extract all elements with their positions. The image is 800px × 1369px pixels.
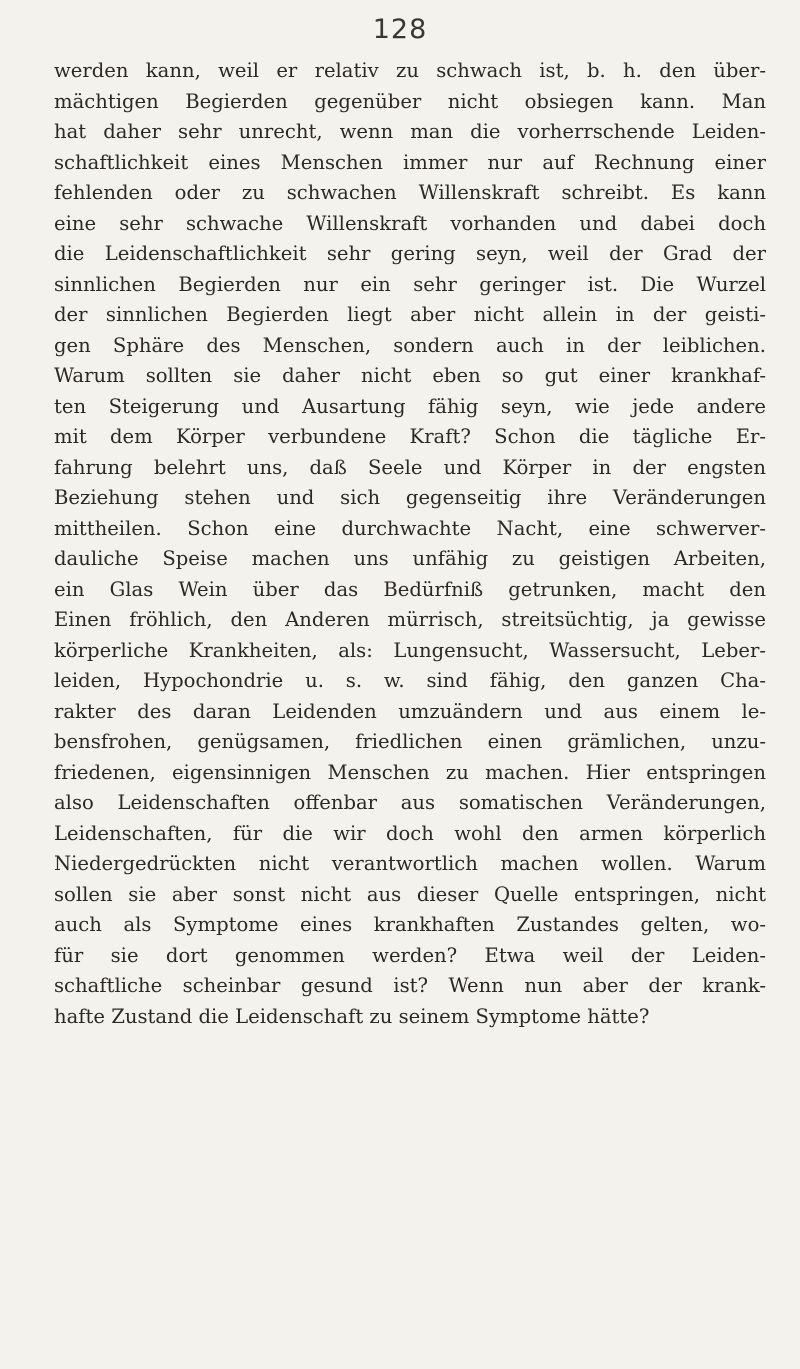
text-line-9: der sinnlichen Begierden liegt aber nicht allein in der geisti-: [54, 303, 766, 326]
text-line-3: hat daher sehr unrecht, wenn man die vorherrschende Leiden-: [54, 120, 766, 143]
text-line-7: die Leidenschaftlichkeit sehr gering seyn, weil der Grad der: [54, 242, 766, 265]
text-line-32: hafte Zustand die Leidenschaft zu seinem Symptome hätte?: [54, 1004, 650, 1028]
text-line-8: sinnlichen Begierden nur ein sehr geringer ist. Die Wurzel: [54, 272, 766, 296]
text-line-11: Warum sollten sie daher nicht eben so gut einer krankhaf-: [54, 364, 766, 387]
text-line-22: rakter des daran Leidenden umzuändern und aus einem le-: [54, 699, 766, 723]
text-line-10: gen Sphäre des Menschen, sondern auch in der leiblichen.: [54, 333, 766, 357]
text-line-5: fehlenden oder zu schwachen Willenskraft schreibt. Es kann: [54, 181, 766, 204]
text-line-2: mächtigen Begierden gegenüber nicht obsiegen kann. Man: [54, 89, 766, 113]
text-line-23: bensfrohen, genügsamen, friedlichen einen grämlichen, unzu-: [54, 730, 766, 753]
text-line-19: Einen fröhlich, den Anderen mürrisch, streitsüchtig, ja gewisse: [54, 608, 766, 631]
text-line-4: schaftlichkeit eines Menschen immer nur auf Rechnung einer: [54, 150, 766, 174]
text-line-20: körperliche Krankheiten, als: Lungensucht, Wassersucht, Leber-: [54, 638, 766, 662]
text-line-29: auch als Symptome eines krankhaften Zustandes gelten, wo-: [54, 913, 766, 936]
text-line-16: mittheilen. Schon eine durchwachte Nacht, eine schwerver-: [54, 516, 766, 540]
body-text: [54, 56, 766, 1032]
text-line-13: mit dem Körper verbundene Kraft? Schon die tägliche Er-: [54, 425, 766, 448]
text-line-27: Niedergedrückten nicht verantwortlich machen wollen. Warum: [54, 852, 766, 875]
text-line-17: dauliche Speise machen uns unfähig zu geistigen Arbeiten,: [54, 547, 766, 570]
text-line-31: schaftliche scheinbar gesund ist? Wenn nun aber der krank-: [54, 974, 766, 997]
page-number: 128: [372, 14, 428, 45]
text-line-15: Beziehung stehen und sich gegenseitig ihre Veränderungen: [54, 486, 766, 509]
text-line-30: für sie dort genommen werden? Etwa weil der Leiden-: [54, 943, 766, 967]
text-line-18: ein Glas Wein über das Bedürfniß getrunken, macht den: [54, 577, 766, 601]
text-line-25: also Leidenschaften offenbar aus somatischen Veränderungen,: [54, 791, 766, 814]
text-line-14: fahrung belehrt uns, daß Seele und Körper in der engsten: [54, 455, 766, 479]
text-line-12: ten Steigerung und Ausartung fähig seyn, wie jede andere: [54, 394, 766, 418]
text-line-26: Leidenschaften, für die wir doch wohl den armen körperlich: [54, 821, 766, 845]
text-line-1: werden kann, weil er relativ zu schwach ist, b. h. den über-: [54, 59, 766, 82]
text-line-28: sollen sie aber sonst nicht aus dieser Quelle entspringen, nicht: [54, 882, 766, 906]
text-line-24: friedenen, eigensinnigen Menschen zu machen. Hier entspringen: [54, 760, 766, 784]
text-line-6: eine sehr schwache Willenskraft vorhanden und dabei doch: [54, 211, 766, 235]
text-line-21: leiden, Hypochondrie u. s. w. sind fähig, den ganzen Cha-: [54, 669, 766, 692]
